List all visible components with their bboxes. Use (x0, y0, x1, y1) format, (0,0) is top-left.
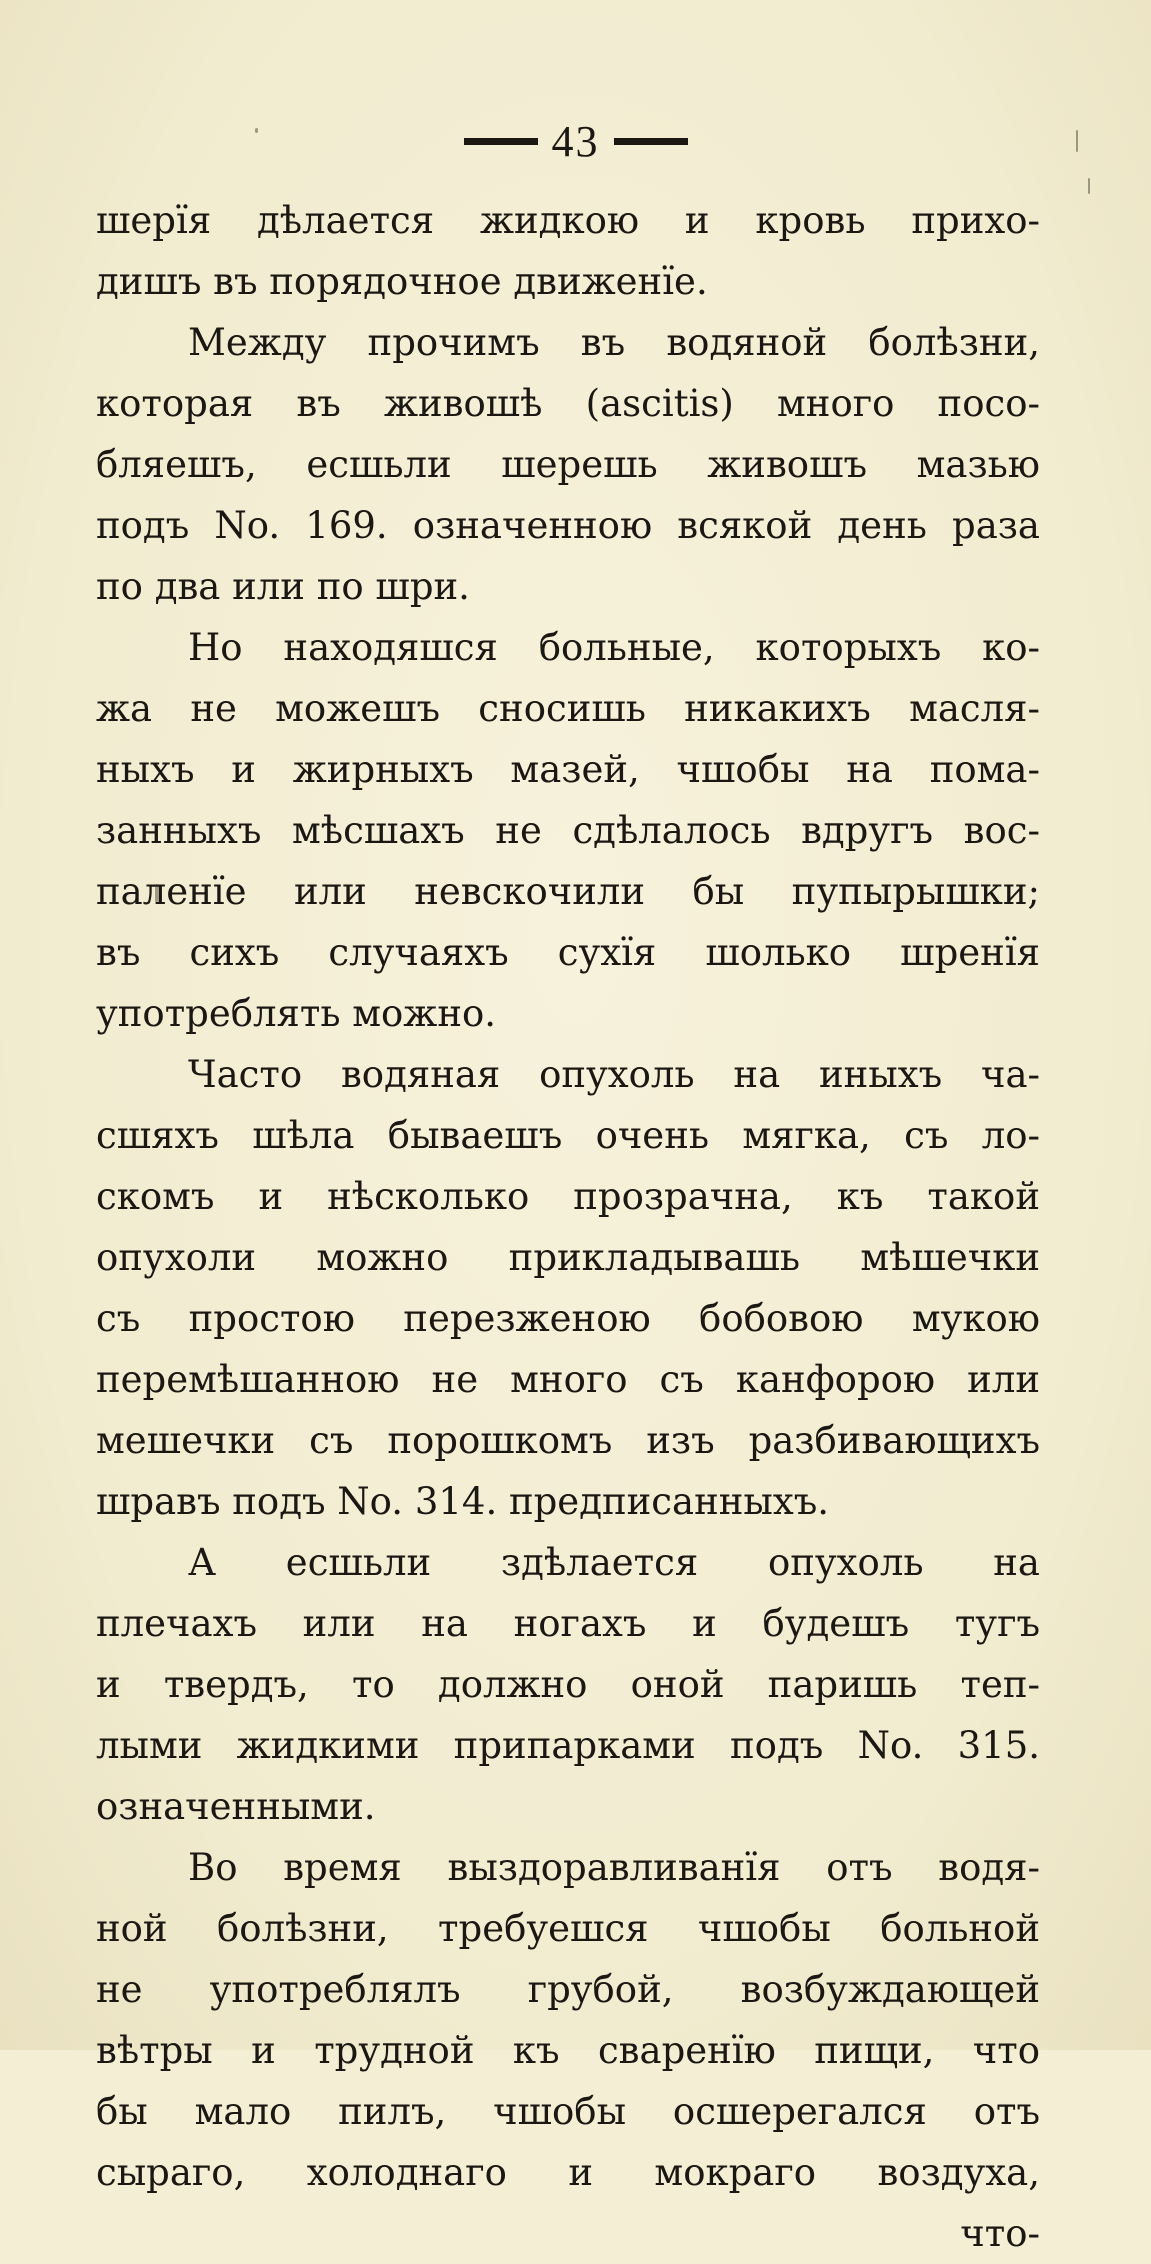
paper-speck (255, 128, 258, 133)
text-line: сшяхъ шѣла бываешъ очень мягка, съ ло- (96, 1114, 1040, 1157)
text-line: Во время выздоравливанїя отъ водя- (188, 1846, 1040, 1889)
text-line: шравъ подъ No. 314. предписанныхъ. (96, 1480, 830, 1523)
text-line: Но находяшся больные, которыхъ ко- (188, 626, 1040, 669)
text-line: мешечки съ порошкомъ изъ разбивающихъ (96, 1419, 1040, 1462)
text-line: не употреблялъ грубой, возбуждающей (96, 1968, 1040, 2011)
text-line: вѣтры и трудной къ сваренїю пищи, что (96, 2029, 1040, 2072)
text-line: которая въ живошѣ (ascitis) много посо- (96, 382, 1040, 425)
text-line: бы мало пилъ, чшобы осшерегался отъ (96, 2090, 1040, 2133)
text-line: означенными. (96, 1785, 376, 1828)
text-line: дишъ въ порядочное движенїе. (96, 260, 708, 303)
paper-speck (155, 884, 158, 902)
text-line: въ сихъ случаяхъ сухїя шолько шренїя (96, 931, 1040, 974)
text-line: и твердъ, то должно оной паришь теп- (96, 1663, 1040, 1706)
text-line: А есшьли здѣлается опухоль на (188, 1541, 1040, 1584)
text-line: Часто водяная опухоль на иныхъ ча- (188, 1053, 1040, 1096)
text-line: употреблять можно. (96, 992, 497, 1035)
text-line: шерїя дѣлается жидкою и кровь прихо- (96, 199, 1040, 242)
text-line: паленїе или невскочили бы пупырышки; (96, 870, 1040, 913)
paper-speck (1088, 178, 1090, 194)
text-line: сыраго, холоднаго и мокраго воздуха, (96, 2151, 1040, 2194)
text-line: скомъ и нѣсколько прозрачна, къ такой (96, 1175, 1040, 1218)
text-line: ныхъ и жирныхъ мазей, чшобы на пома- (96, 748, 1040, 791)
text-line: ной болѣзни, требуешся чшобы больной (96, 1907, 1040, 1950)
text-line: бляешъ, есшьли шерешь живошъ мазью (96, 443, 1040, 486)
page-body (96, 190, 1040, 2264)
text-line: опухоли можно прикладывашь мѣшечки (96, 1236, 1040, 1279)
text-line: перемѣшанною не много съ канфорою или (96, 1358, 1040, 1401)
page-header (0, 112, 1151, 172)
text-line: лыми жидкими припарками подъ No. 315. (96, 1724, 1040, 1767)
text-line: Между прочимъ въ водяной болѣзни, (188, 321, 1040, 364)
header-dash-right (614, 138, 688, 145)
text-line: плечахъ или на ногахъ и будешъ тугъ (96, 1602, 1040, 1645)
text-line: подъ No. 169. означенною всякой день раза (96, 504, 1040, 547)
text-line: съ простою перезженою бобовою мукою (96, 1297, 1040, 1340)
text-line: жа не можешъ сносишь никакихъ масля- (96, 687, 1040, 730)
catchword: что- (960, 2212, 1040, 2255)
page-number: 43 (551, 117, 600, 166)
text-line: по два или по шри. (96, 565, 470, 608)
header-dash-left (464, 138, 538, 145)
text-line: занныхъ мѣсшахъ не сдѣлалось вдругъ вос- (96, 809, 1040, 852)
paper-speck (1076, 130, 1078, 152)
